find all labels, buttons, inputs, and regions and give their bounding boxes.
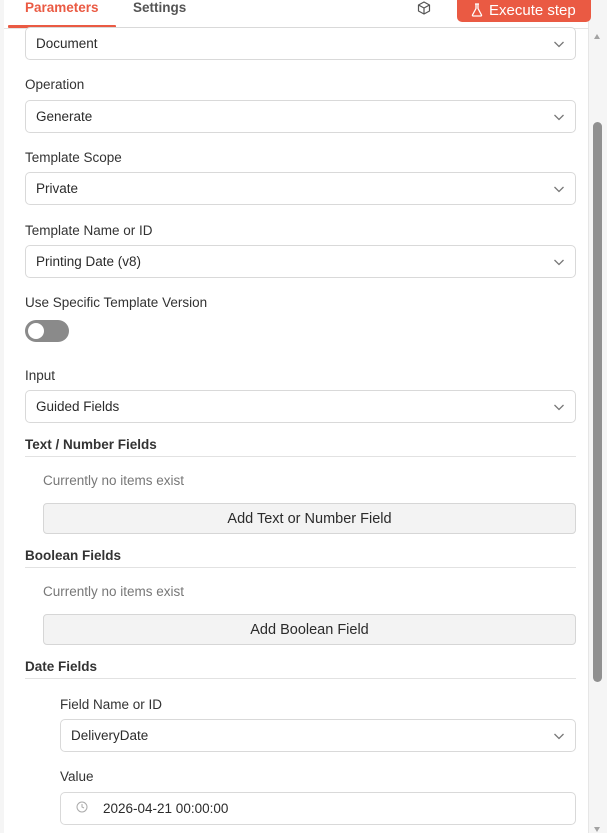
scrollbar-thumb[interactable] [593,122,602,682]
use-specific-version-toggle[interactable] [25,320,69,342]
template-scope-select-value: Private [36,181,79,196]
date-value-text: 2026-04-21 00:00:00 [103,801,229,816]
input-select[interactable] [25,390,576,423]
date-value-label: Value [60,769,94,784]
flask-icon [471,3,483,17]
use-specific-version-label: Use Specific Template Version [25,295,208,310]
execute-step-button[interactable] [457,0,591,22]
date-field-name-value: DeliveryDate [71,728,149,743]
operation-select-value: Generate [36,109,93,124]
template-name-select[interactable] [25,245,576,278]
scroll-down-arrow[interactable] [594,827,600,832]
chevron-down-icon [553,256,565,268]
chevron-down-icon [553,38,565,50]
resource-select[interactable] [25,27,576,60]
template-name-label: Template Name or ID [25,223,153,238]
chevron-down-icon [553,183,565,195]
add-text-number-field-button[interactable]: Add Text or Number Field [43,503,576,534]
clock-icon [76,801,88,813]
operation-label: Operation [25,77,85,92]
chevron-down-icon [553,401,565,413]
input-select-value: Guided Fields [36,399,120,414]
add-boolean-field-button[interactable]: Add Boolean Field [43,614,576,645]
tab-settings[interactable]: Settings [133,0,187,15]
date-field-name-select[interactable] [60,719,576,752]
date-field-name-label: Field Name or ID [60,697,163,712]
date-fields-title: Date Fields [25,659,98,674]
section-divider [25,567,576,568]
chevron-down-icon [553,111,565,123]
boolean-fields-title: Boolean Fields [25,548,122,563]
node-parameters-panel [4,0,589,833]
template-name-select-value: Printing Date (v8) [36,254,142,269]
chevron-down-icon [553,730,565,742]
resource-select-value: Document [36,36,98,51]
cube-icon[interactable] [417,1,431,15]
template-scope-label: Template Scope [25,150,122,165]
boolean-empty-text: Currently no items exist [43,584,185,599]
operation-select[interactable] [25,100,576,133]
text-number-empty-text: Currently no items exist [43,473,185,488]
toggle-knob [28,323,44,339]
input-label: Input [25,368,56,383]
section-divider [25,678,576,679]
date-value-input[interactable] [60,792,576,825]
execute-step-label: Execute step [489,1,576,19]
scroll-up-arrow[interactable] [594,34,600,39]
text-number-fields-title: Text / Number Fields [25,437,157,452]
tab-parameters[interactable]: Parameters [25,0,99,15]
template-scope-select[interactable] [25,172,576,205]
section-divider [25,456,576,457]
